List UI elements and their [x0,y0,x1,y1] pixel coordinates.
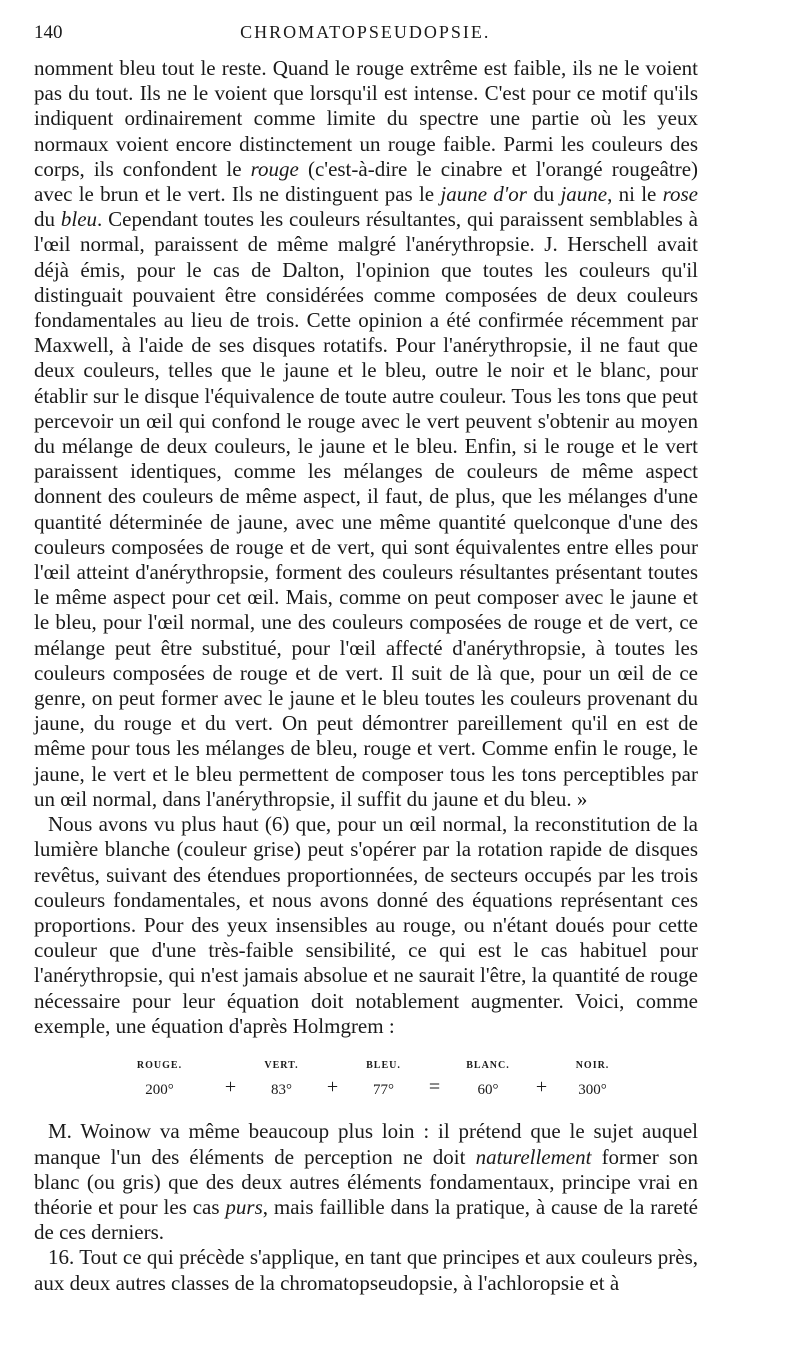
italic-term: naturellement [475,1144,592,1169]
equation-value-blanc: 60° [477,1082,499,1099]
equation-label-vert: VERT. [264,1059,299,1071]
body-text [34,56,698,1296]
italic-term: bleu [60,207,98,232]
equation-value-bleu: 77° [373,1082,394,1099]
text-run: nomment bleu tout le reste. Quand le rouge extrême est faible, ils ne le voient pas du tout. Ils ne le voient que lorsqu'il est intense. C'est pour ce motif qu'ils indiquent ordinairement comme limite du spectre une partie où les yeux normaux voient encore distinctement un rouge faible. Parmi les couleurs des corps, ils confondent le [34,56,698,181]
paragraph-woinow [34,1119,698,1245]
equation-value-vert: 83° [271,1082,292,1099]
paragraph-section-16 [34,1245,698,1295]
italic-term: rose [662,182,698,207]
italic-term: rouge [250,156,299,181]
page-number: 140 [34,22,63,43]
text-run: former son blanc (ou gris) que des deux autres éléments fondamentaux, principe vrai en théorie et pour les cas [34,1144,698,1219]
text-run: (c'est-à-dire le cinabre et l'orangé rougeâtre) avec le brun et le vert. Ils ne distinguent pas le [34,156,699,207]
text-run: Nous avons vu plus haut (6) que, pour un œil normal, la reconstitution de la lumière blanche (couleur grise) peut s'opérer par la rotation rapide de disques revêtus, suivant des étendues proportionnées, de secteurs occupés par les trois couleurs fondamentales, et nous avons donné des équations représentant ces proportions. Pour des yeux insensibles au rouge, ou n'étant doués pour cette couleur que d'une très-faible sensibilité, ce qui est le cas habituel pour l'anérythropsie, qui n'est jamais absolue et ne saurait l'être, la quantité de rouge nécessaire pour leur équation doit notablement augmenter. Voici, comme exemple, une équation d'après Holmgrem : [34,812,698,1038]
equation-label-noir: NOIR. [575,1059,610,1071]
color-equation [34,1053,698,1103]
italic-term: purs [225,1194,263,1219]
text-run: M. Woinow va même beaucoup plus loin : il prétend que le sujet auquel manque l'un des éléments de perception ne doit [34,1119,698,1169]
equation-value-noir: 300° [578,1082,607,1099]
equation-label-blanc: BLANC. [466,1059,510,1071]
running-title: CHROMATOPSEUDOPSIE. [240,22,491,42]
text-run: , mais faillible dans la pratique, à cause de la rareté de ces derniers. [34,1194,699,1245]
equation-operator: + [326,1076,339,1099]
italic-term: jaune [560,182,608,207]
equation-operator: + [224,1076,237,1099]
text-run: du [526,182,561,207]
equation-operator: + [535,1076,548,1099]
text-run: du [34,207,61,232]
book-page [34,22,698,1296]
equation-operator: = [428,1076,441,1099]
text-run: , ni le [607,182,663,207]
paragraph-continued [34,56,698,812]
paragraph-holmgrem [34,812,698,1039]
equation-label-bleu: BLEU. [366,1059,401,1071]
page-header [34,22,698,56]
equation-value-rouge: 200° [145,1082,174,1099]
italic-term: jaune d'or [440,182,527,207]
equation-label-rouge: ROUGE. [136,1059,183,1071]
text-run: 16. Tout ce qui précède s'applique, en tant que principes et aux couleurs près, aux deux autres classes de la chromatopseudopsie, à l'achloropsie et à [34,1245,698,1295]
text-run: . Cependant toutes les couleurs résultantes, qui paraissent semblables à l'œil normal, paraissent de même malgré l'anérythropsie. J. Herschell avait déjà émis, pour le cas de Dalton, l'opinion que toutes les couleurs qu'il distinguait pouvaient être considérées comme composées de deux couleurs fondamentales au lieu de trois. Cette opinion a été confirmée récemment par Maxwell, à l'aide de ses disques rotatifs. Pour l'anérythropsie, il ne faut que deux couleurs, telles que le jaune et le bleu, outre le noir et le blanc, pour établir sur le disque l'équivalence de toute autre couleur. Tous les tons que peut percevoir un œil qui confond le rouge avec le vert peuvent s'obtenir au moyen du mélange de deux couleurs, le jaune et le bleu. Enfin, si le rouge et le vert paraissent identiques, comme les mélanges de couleurs de même aspect donnent des couleurs de même aspect, il faut, de plus, que les mélanges d'une quantité déterminée de jaune, avec une même quantité quelconque d'une des couleurs composées de rouge et de vert, qui sont équivalentes entre elles pour l'œil atteint d'anérythropsie, forment des couleurs résultantes présentant toutes le même aspect pour cet œil. Mais, comme on peut composer avec le jaune et le bleu, pour l'œil normal, une des couleurs composées de rouge et de vert, ce mélange peut être substitué, pour l'œil affecté d'anérythropsie, à toutes les couleurs composées de rouge et de vert. Il suit de là que, pour un œil de ce genre, on peut former avec le jaune et le bleu toutes les couleurs provenant du jaune, du rouge et du vert. On peut démontrer pareillement qu'il en est de même pour tous les mélanges de bleu, rouge et vert. Comme enfin le rouge, le jaune, le vert et le bleu permettent de composer tous les tons perceptibles par un œil normal, dans l'anérythropsie, il suffit du jaune et du bleu. » [34,207,698,811]
